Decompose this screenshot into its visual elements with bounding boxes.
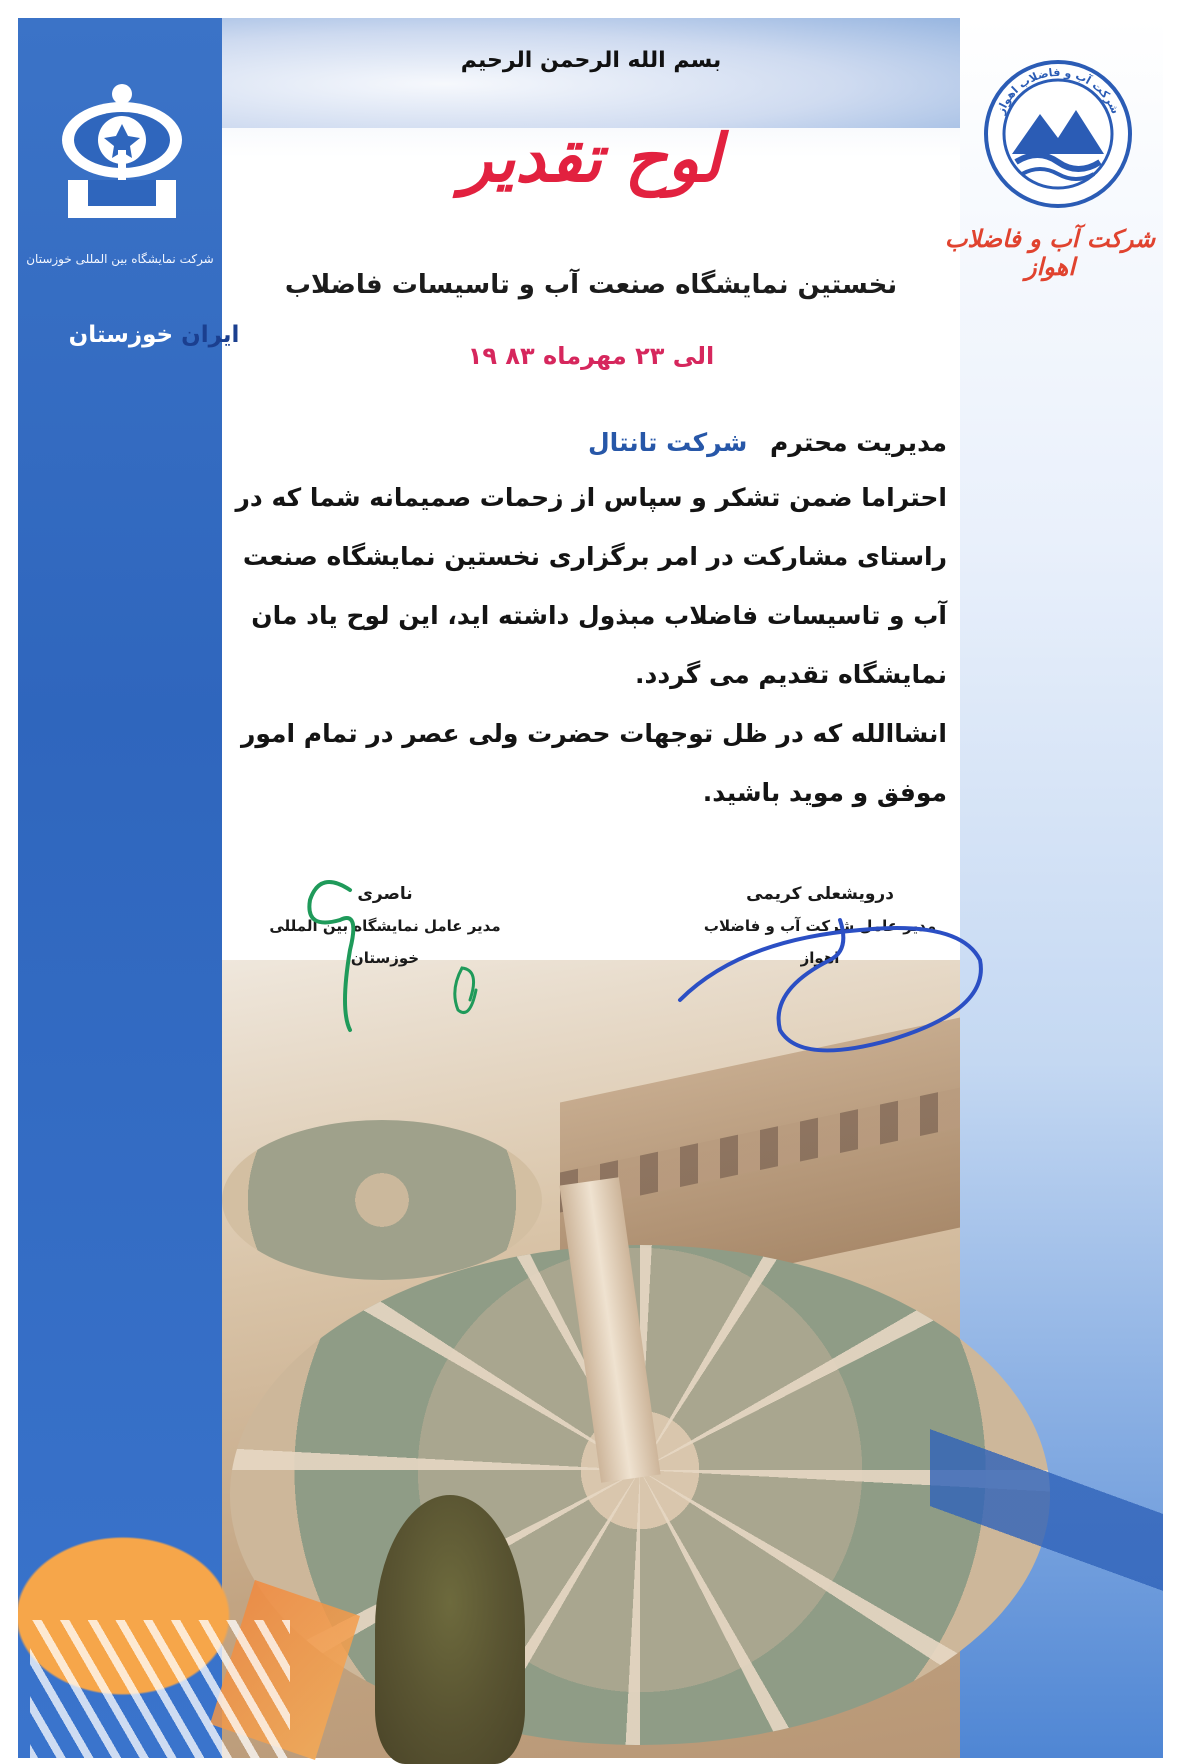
exhibition-subtitle: نخستین نمایشگاه صنعت آب و تاسیسات فاضلاب xyxy=(284,270,898,300)
signer-role-left: مدیر عامل نمایشگاه بین المللی xyxy=(269,917,501,935)
region-label-a: ایران xyxy=(181,322,240,348)
left-logo-caption: شرکت نمایشگاه بین المللی خوزستان xyxy=(26,252,214,266)
logo-ring-text: شرکت آب و فاضلاب اهواز xyxy=(993,65,1123,116)
region-label-b: خوزستان xyxy=(68,322,174,348)
handwritten-signature-left xyxy=(280,860,500,1050)
signer-name-left: ناصری xyxy=(357,884,413,904)
signer-role-right: مدیر عامل شرکت آب و فاضلاب xyxy=(703,917,937,935)
right-logo-caption: شرکت آب و فاضلاب اهواز xyxy=(944,225,1156,281)
photo-tree xyxy=(375,1495,525,1764)
recipient-company: شرکت تانتال xyxy=(587,428,748,457)
sky-background xyxy=(222,18,960,128)
photo-small-clarifier xyxy=(222,1120,542,1280)
exhibition-logo-icon xyxy=(58,80,186,220)
letter-paragraph-2: انشاالله که در ظل توجهات حضرت ولی عصر در تمام امور موفق و موید باشید. xyxy=(240,719,947,807)
photo-clarifier-spokes xyxy=(230,1245,1050,1745)
handwritten-signature-right xyxy=(660,900,1000,1070)
wave-decoration xyxy=(930,1360,1163,1660)
salutation-text: مدیریت محترم xyxy=(770,428,947,457)
exhibition-date: ۱۹ الی ۲۳ مهرماه ۸۳ xyxy=(467,342,715,370)
signer-name-right: درویشعلی کریمی xyxy=(746,884,894,904)
water-company-logo-icon xyxy=(982,58,1134,210)
signer-place-right: اهواز xyxy=(800,949,840,967)
gear-decoration xyxy=(30,1620,290,1760)
signer-place-left: خوزستان xyxy=(350,949,420,967)
salutation-line xyxy=(232,422,947,464)
left-blue-band xyxy=(18,18,223,1758)
bismillah-heading: بسم الله الرحمن الرحيم xyxy=(460,48,722,73)
letter-body xyxy=(232,422,947,822)
letter-paragraph-1: احتراما ضمن تشکر و سپاس از زحمات صمیمانه شما که در راستای مشارکت در امر برگزاری نخستین نمایشگاه صنعت آب و تاسیسات فاضلاب مبذول داشته اید، این لوح یاد مان نمایشگاه تقدیم می گردد. xyxy=(235,483,947,689)
certificate-title: لوح تقدیر xyxy=(460,120,722,197)
